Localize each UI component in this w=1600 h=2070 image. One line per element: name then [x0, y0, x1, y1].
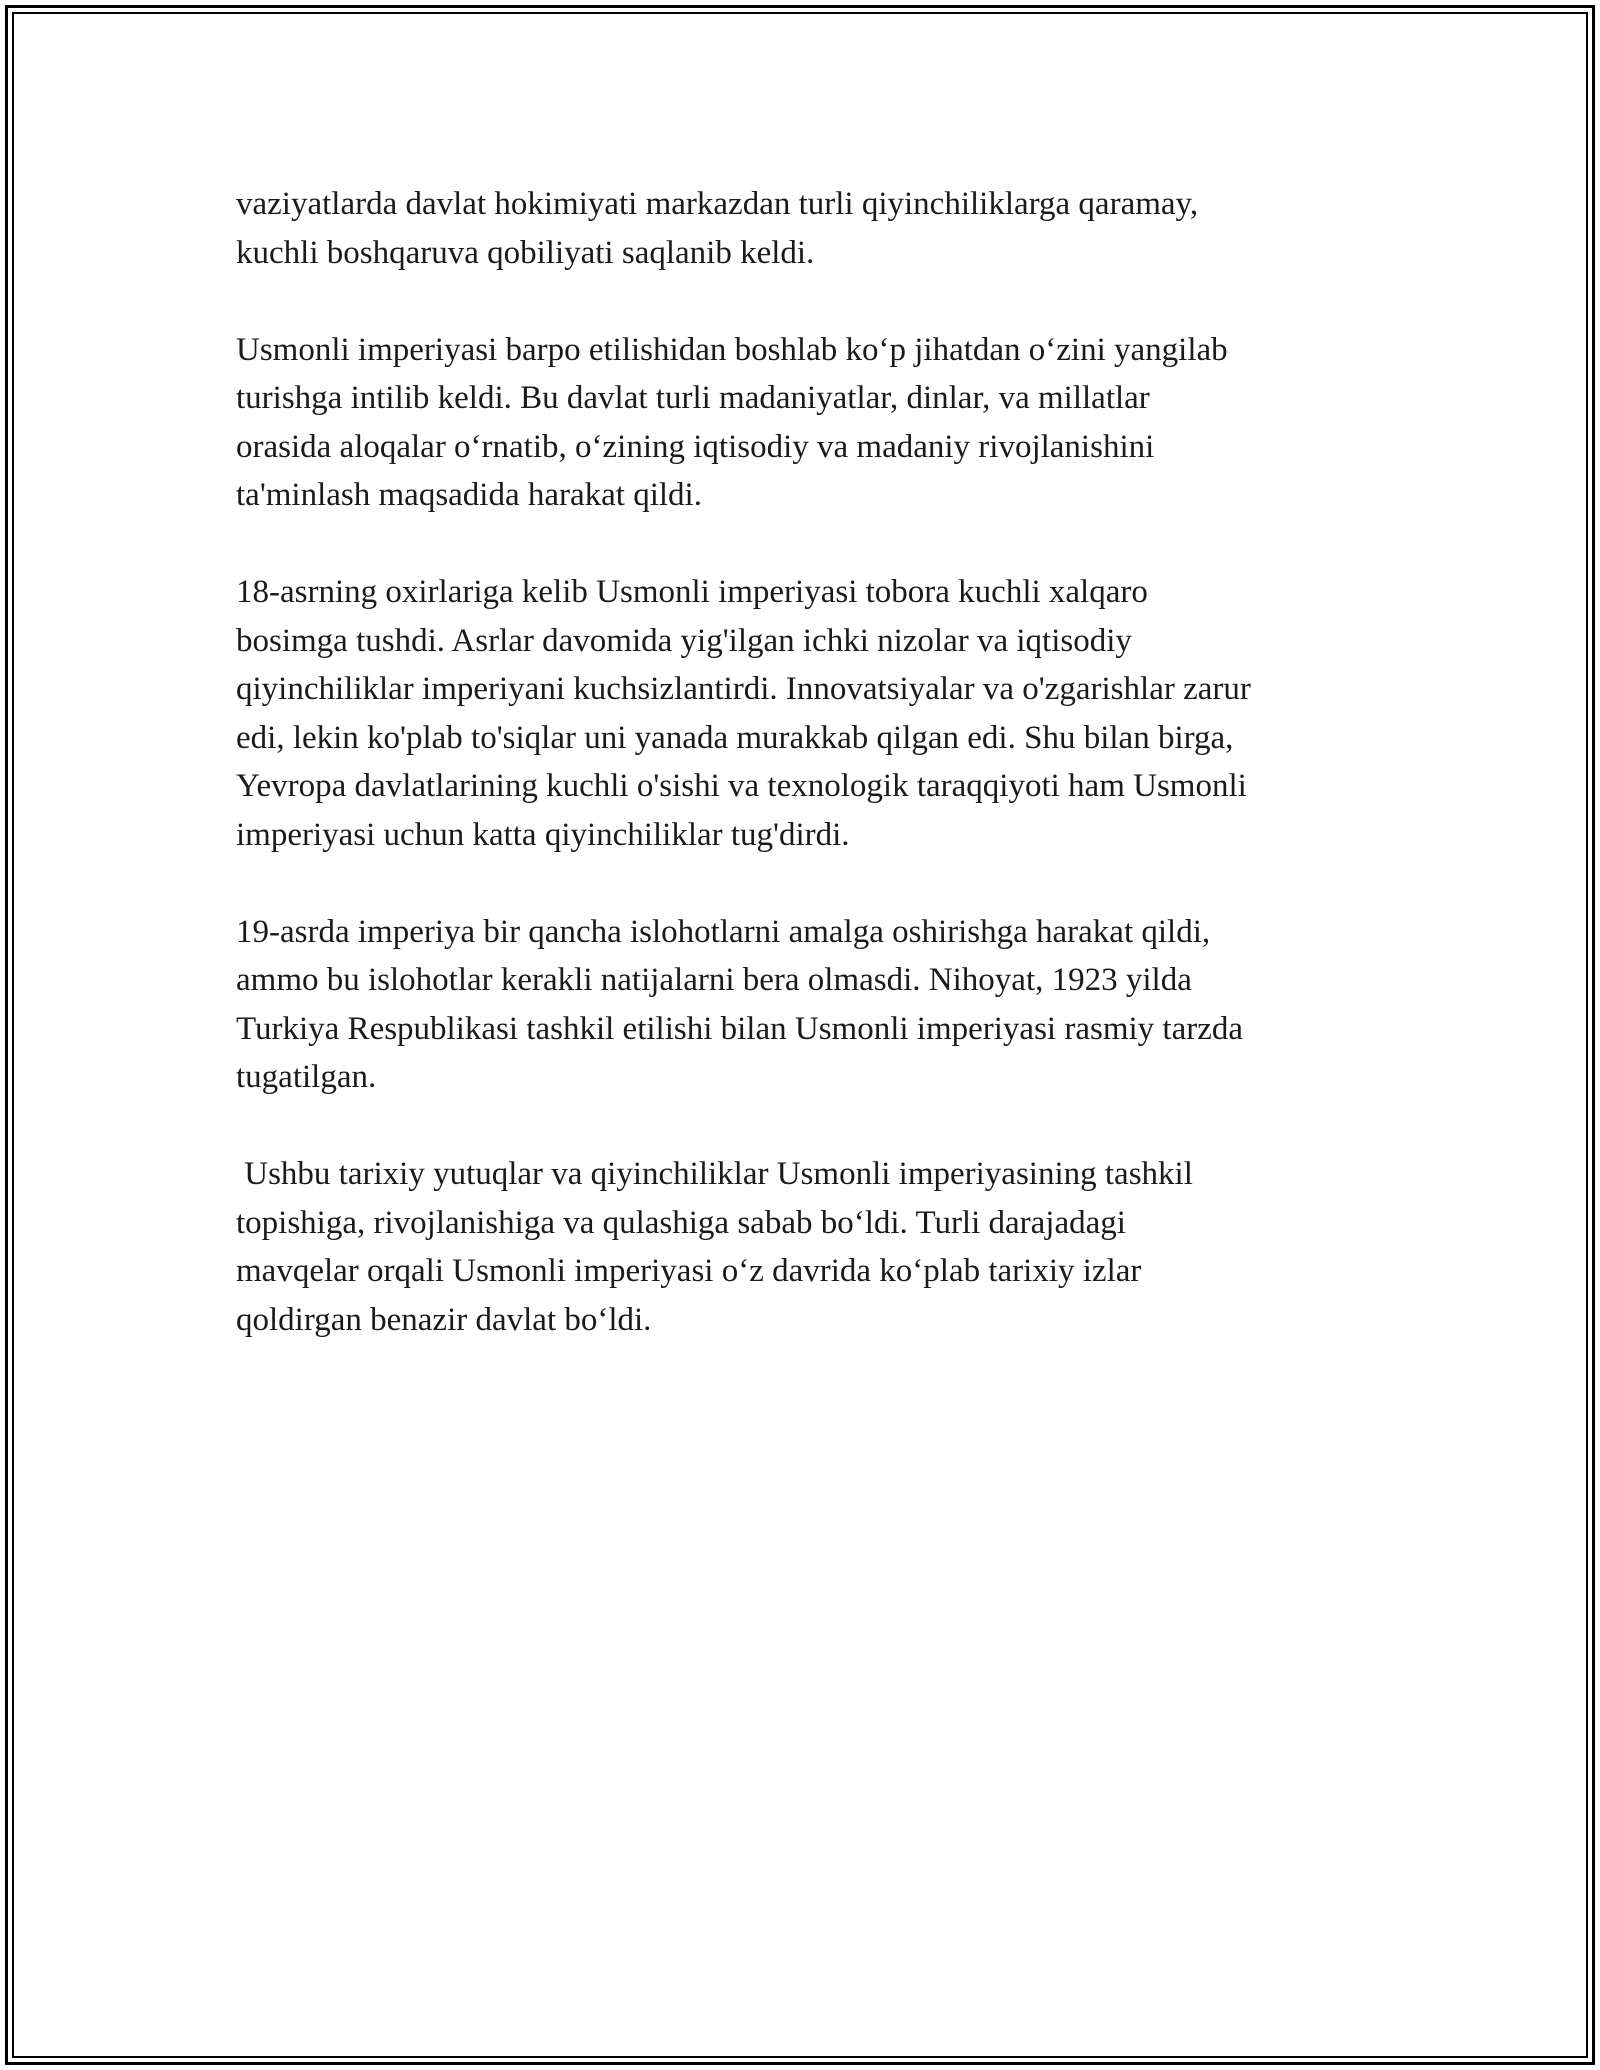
paragraph-4: 19-asrda imperiya bir qancha islohotlarni amalga oshirishga harakat qildi, ammo bu islohotlar kerakli natijalarni bera olmasdi. Nihoyat, 1923 yilda Turkiya Respublikasi tashkil etilishi bilan Usmonli imperiyasi rasmiy tarzda tugatilgan. [236, 913, 1243, 1095]
paragraph-1: vaziyatlarda davlat hokimiyati markazdan turli qiyinchiliklarga qaramay, kuchli boshqaruva qobiliyati saqlanib keldi. [236, 186, 1199, 271]
paragraph-3: 18-asrning oxirlariga kelib Usmonli imperiyasi tobora kuchli xalqaro bosimga tushdi. Asrlar davomida yig'ilgan ichki nizolar va iqtisodiy qiyinchiliklar imperiyani kuchsizlantirdi. Innovatsiyalar va o'zgarishlar zarur edi, lekin ko'plab to'siqlar uni yanada murakkab qilgan edi. Shu bilan birga, Yevropa davlatlarining kuchli o'sishi va texnologik taraqqiyoti ham Usmonli imperiyasi uchun katta qiyinchiliklar tug'dirdi. [236, 574, 1251, 853]
document-body [236, 180, 1376, 1393]
paragraph-5: Ushbu tarixiy yutuqlar va qiyinchiliklar Usmonli imperiyasining tashkil topishiga, rivojlanishiga va qulashiga sabab bo‘ldi. Turli darajadagi mavqelar orqali Usmonli imperiyasi o‘z davrida ko‘plab tarixiy izlar qoldirgan benazir davlat bo‘ldi. [236, 1156, 1193, 1338]
paragraph-2: Usmonli imperiyasi barpo etilishidan boshlab ko‘p jihatdan o‘zini yangilab turishga intilib keldi. Bu davlat turli madaniyatlar, dinlar, va millatlar orasida aloqalar o‘rnatib, o‘zining iqtisodiy va madaniy rivojlanishini ta'minlash maqsadida harakat qildi. [236, 331, 1228, 513]
